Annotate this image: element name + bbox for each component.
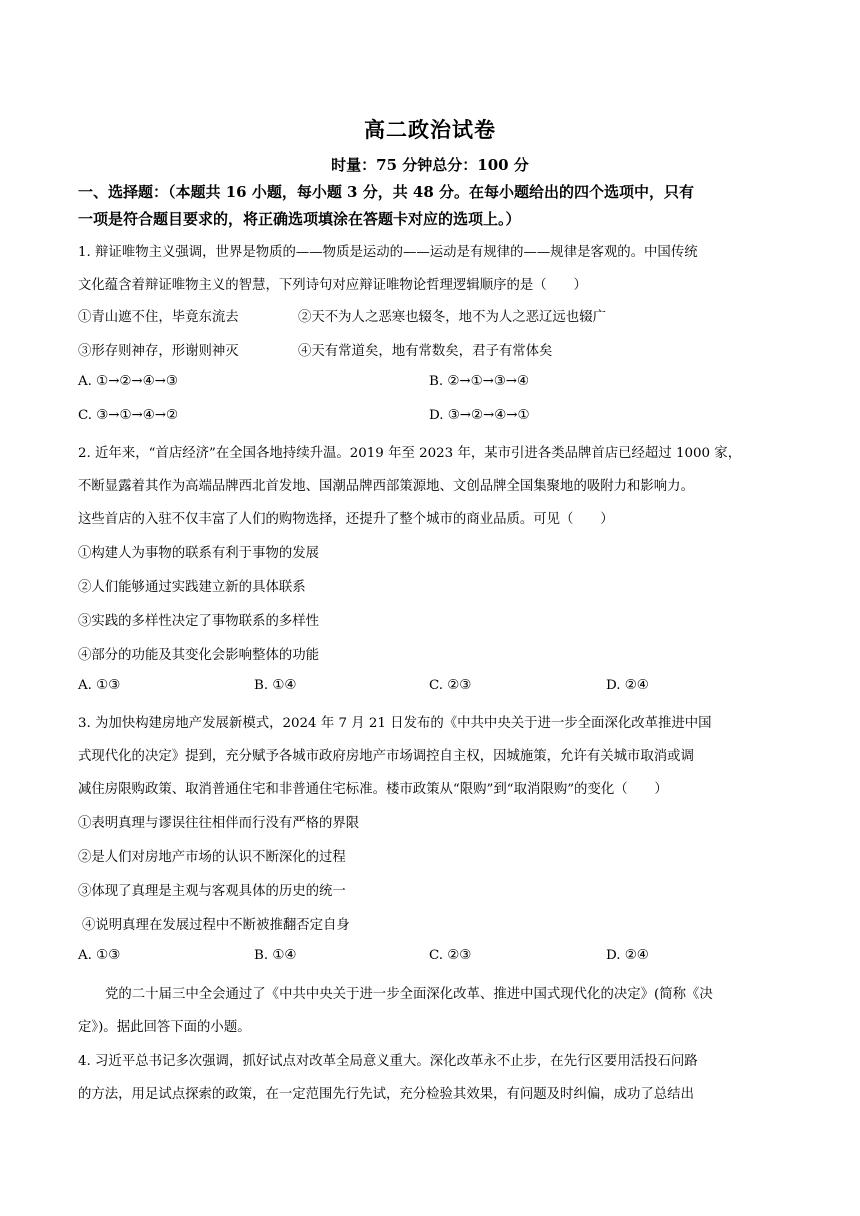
q1-stem-line-1: 1. 辩证唯物主义强调，世界是物质的——物质是运动的——运动是有规律的——规律是客观的。中国传统 — [78, 245, 698, 260]
q2-item-4: ④部分的功能及其变化会影响整体的功能 — [78, 648, 320, 663]
section-heading-line-1: 一、选择题：（本题共 16 小题，每小题 3 分，共 48 分。在每小题给出的四个选项中，只有 — [78, 183, 695, 201]
q2-item-2: ②人们能够通过实践建立新的具体联系 — [78, 580, 306, 595]
q3-item-2: ②是人们对房地产市场的认识不断深化的过程 — [78, 850, 346, 865]
q4-stem-line-1: 4. 习近平总书记多次强调，抓好试点对改革全局意义重大。深化改革永不止步，在先行区要用活投石问路 — [78, 1054, 698, 1069]
q1-option-b: B. ②→①→③→④ — [429, 374, 530, 389]
exam-time-score: 时量：75 分钟总分：100 分 — [331, 156, 529, 174]
q3-item-4: ④说明真理在发展过程中不断被推翻否定自身 — [82, 918, 350, 933]
q1-item-3: ③形存则神存，形谢则神灭 — [78, 344, 239, 359]
q2-option-b: B. ①④ — [254, 678, 297, 693]
q1-option-a: A. ①→②→④→③ — [78, 374, 178, 389]
q2-stem-line-1: 2. 近年来，“首店经济”在全国各地持续升温。2019 年至 2023 年，某市引进各类品牌首店已经超过 1000 家， — [78, 446, 742, 461]
exam-title: 高二政治试卷 — [364, 117, 496, 142]
passage-intro-line-2: 定》)。据此回答下面的小题。 — [78, 1020, 251, 1035]
q3-stem-line-1: 3. 为加快构建房地产发展新模式，2024 年 7 月 21 日发布的《中共中央关于进一步全面深化改革推进中国 — [78, 716, 712, 731]
q2-item-3: ③实践的多样性决定了事物联系的多样性 — [78, 614, 320, 629]
q2-stem-line-2: 不断显露着其作为高端品牌西北首发地、国潮品牌西部策源地、文创品牌全国集聚地的吸附力和影响力。 — [78, 479, 694, 494]
q3-stem-line-2: 式现代化的决定》提到，充分赋予各城市政府房地产市场调控自主权，因城施策，允许有关城市取消或调 — [78, 749, 694, 764]
q1-item-2: ②天不为人之恶寒也辍冬，地不为人之恶辽远也辍广 — [298, 310, 606, 325]
q3-option-d: D. ②④ — [606, 948, 649, 963]
q2-option-c: C. ②③ — [429, 678, 472, 693]
q3-option-b: B. ①④ — [254, 948, 297, 963]
q3-stem-line-3: 减住房限购政策、取消普通住宅和非普通住宅标准。楼市政策从“限购”到“取消限购”的变化（ ） — [78, 782, 668, 797]
passage-intro-line-1: 党的二十届三中全会通过了《中共中央关于进一步全面深化改革、推进中国式现代化的决定》(简称《决 — [105, 987, 713, 1002]
q1-option-c: C. ③→①→④→② — [78, 408, 178, 423]
q2-option-d: D. ②④ — [606, 678, 649, 693]
q3-item-3: ③体现了真理是主观与客观具体的历史的统一 — [78, 884, 346, 899]
q2-item-1: ①构建人为事物的联系有利于事物的发展 — [78, 546, 320, 561]
q1-option-d: D. ③→②→④→① — [429, 408, 530, 423]
q3-item-1: ①表明真理与谬误往往相伴而行没有严格的界限 — [78, 816, 360, 831]
q3-option-c: C. ②③ — [429, 948, 472, 963]
q1-item-1: ①青山遮不住，毕竟东流去 — [78, 310, 239, 325]
q4-stem-line-2: 的方法，用足试点探索的政策，在一定范围先行先试，充分检验其效果，有问题及时纠偏，成功了总结出 — [78, 1087, 694, 1102]
q1-item-4: ④天有常道矣，地有常数矣，君子有常体矣 — [298, 344, 553, 359]
section-heading-line-2: 一项是符合题目要求的，将正确选项填涂在答题卡对应的选项上。） — [78, 210, 521, 228]
q1-stem-line-2: 文化蕴含着辩证唯物主义的智慧，下列诗句对应辩证唯物论哲理逻辑顺序的是（ ） — [78, 278, 587, 293]
q2-option-a: A. ①③ — [78, 678, 121, 693]
q3-option-a: A. ①③ — [78, 948, 121, 963]
q2-stem-line-3: 这些首店的入驻不仅丰富了人们的购物选择，还提升了整个城市的商业品质。可见（ ） — [78, 512, 614, 527]
